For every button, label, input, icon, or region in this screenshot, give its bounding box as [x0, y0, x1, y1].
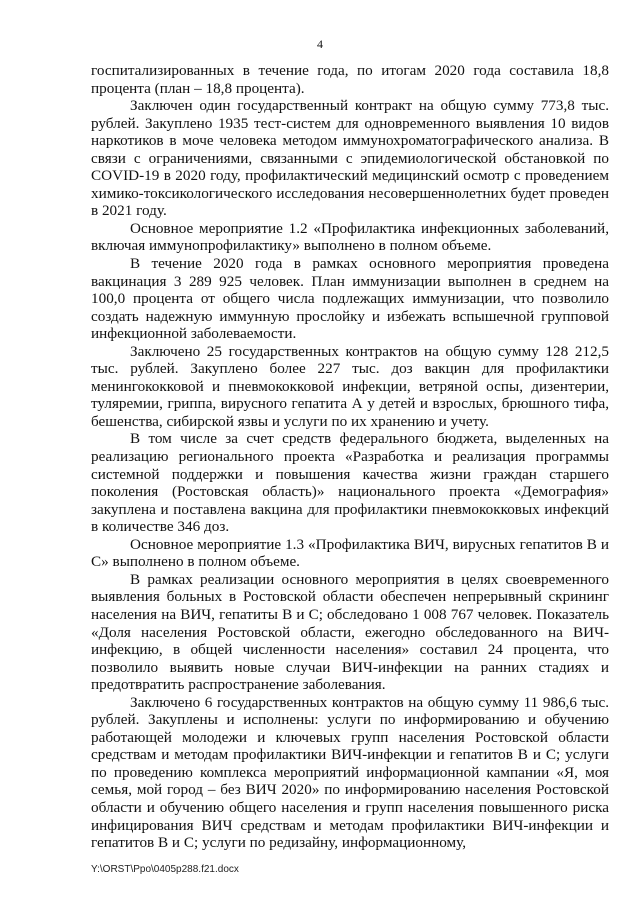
paragraph-hiv-contracts: Заключено 6 государственных контрактов на общую сумму 11 986,6 тыс. рублей. Закуплены и исполнены: услуги по информированию и обучению работающей молодежи и ключевых групп населения Ростовской области средствам и методам профилактики ВИЧ-инфекции и гепатитов В и С; услуги по проведению комплекса мероприятий информационной кампании «Я, моя семья, мой город – без ВИЧ 2020» по информированию населения Ростовской области и обучению общего населения и групп населения повышенного риска инфицирования ВИЧ средствам и методам профилактики ВИЧ-инфекции и гепатитов В и С; услуги по редизайну, информационному, — [91, 693, 609, 852]
footer-file-path: Y:\ORST\Ppo\0405p288.f21.docx — [91, 864, 239, 875]
paragraph-vaccine-contracts: Заключено 25 государственных контрактов на общую сумму 128 212,5 тыс. рублей. Закуплено более 227 тыс. доз вакцин для профилактики менингококковой и пневмококковой инфекции, ветряной оспы, дизентерии, туляремии, гриппа, вирусного гепатита А у детей и взрослых, брюшного тифа, бешенства, сибирской язвы и услуги по их хранению и учету. — [91, 342, 609, 430]
paragraph-measure-1-3: Основное мероприятие 1.3 «Профилактика ВИЧ, вирусных гепатитов В и С» выполнено в полном объеме. — [91, 535, 609, 571]
paragraph-continuation: госпитализированных в течение года, по итогам 2020 года составила 18,8 процента (план – 18,8 процента). — [91, 62, 609, 97]
page-number: 4 — [317, 37, 323, 51]
paragraph-vaccination: В течение 2020 года в рамках основного мероприятия проведена вакцинация 3 289 925 человек. План иммунизации выполнен в среднем на 100,0 процента от общего числа подлежащих иммунизации, что позволило создать надежную иммунную прослойку и избежать вспышечной групповой инфекционной заболеваемости. — [91, 255, 609, 343]
document-body — [91, 62, 609, 852]
paragraph-federal-budget: В том числе за счет средств федерального бюджета, выделенных на реализацию регионального проекта «Разработка и реализация программы системной поддержки и повышения качества жизни граждан старшего поколения (Ростовская область)» национального проекта «Демография» закуплена и поставлена вакцина для профилактики пневмококковых инфекций в количестве 346 доз. — [91, 430, 609, 536]
paragraph-hiv-screening: В рамках реализации основного мероприятия в целях своевременного выявления больных в Ростовской области обеспечен непрерывный скрининг населения на ВИЧ, гепатиты В и С; обследовано 1 008 767 человек. Показатель «Доля населения Ростовской области, ежегодно обследованного на ВИЧ-инфекцию, в общей численности населения» составил 24 процента, что позволило выявить новые случаи ВИЧ-инфекции на ранних стадиях и предотвратить распространение заболевания. — [91, 570, 609, 694]
paragraph-measure-1-2: Основное мероприятие 1.2 «Профилактика инфекционных заболеваний, включая иммунопрофилактику» выполнено в полном объеме. — [91, 219, 609, 255]
paragraph-contract-tests: Заключен один государственный контракт на общую сумму 773,8 тыс. рублей. Закуплено 1935 тест-систем для одновременного выявления 10 видов наркотиков в моче человека методом иммунохроматографического анализа. В связи с ограничениями, связанными с эпидемиологической обстановкой по COVID-19 в 2020 году, профилактический медицинский осмотр с проведением химико-токсикологического исследования несовершеннолетних будет проведен в 2021 году. — [91, 97, 609, 220]
